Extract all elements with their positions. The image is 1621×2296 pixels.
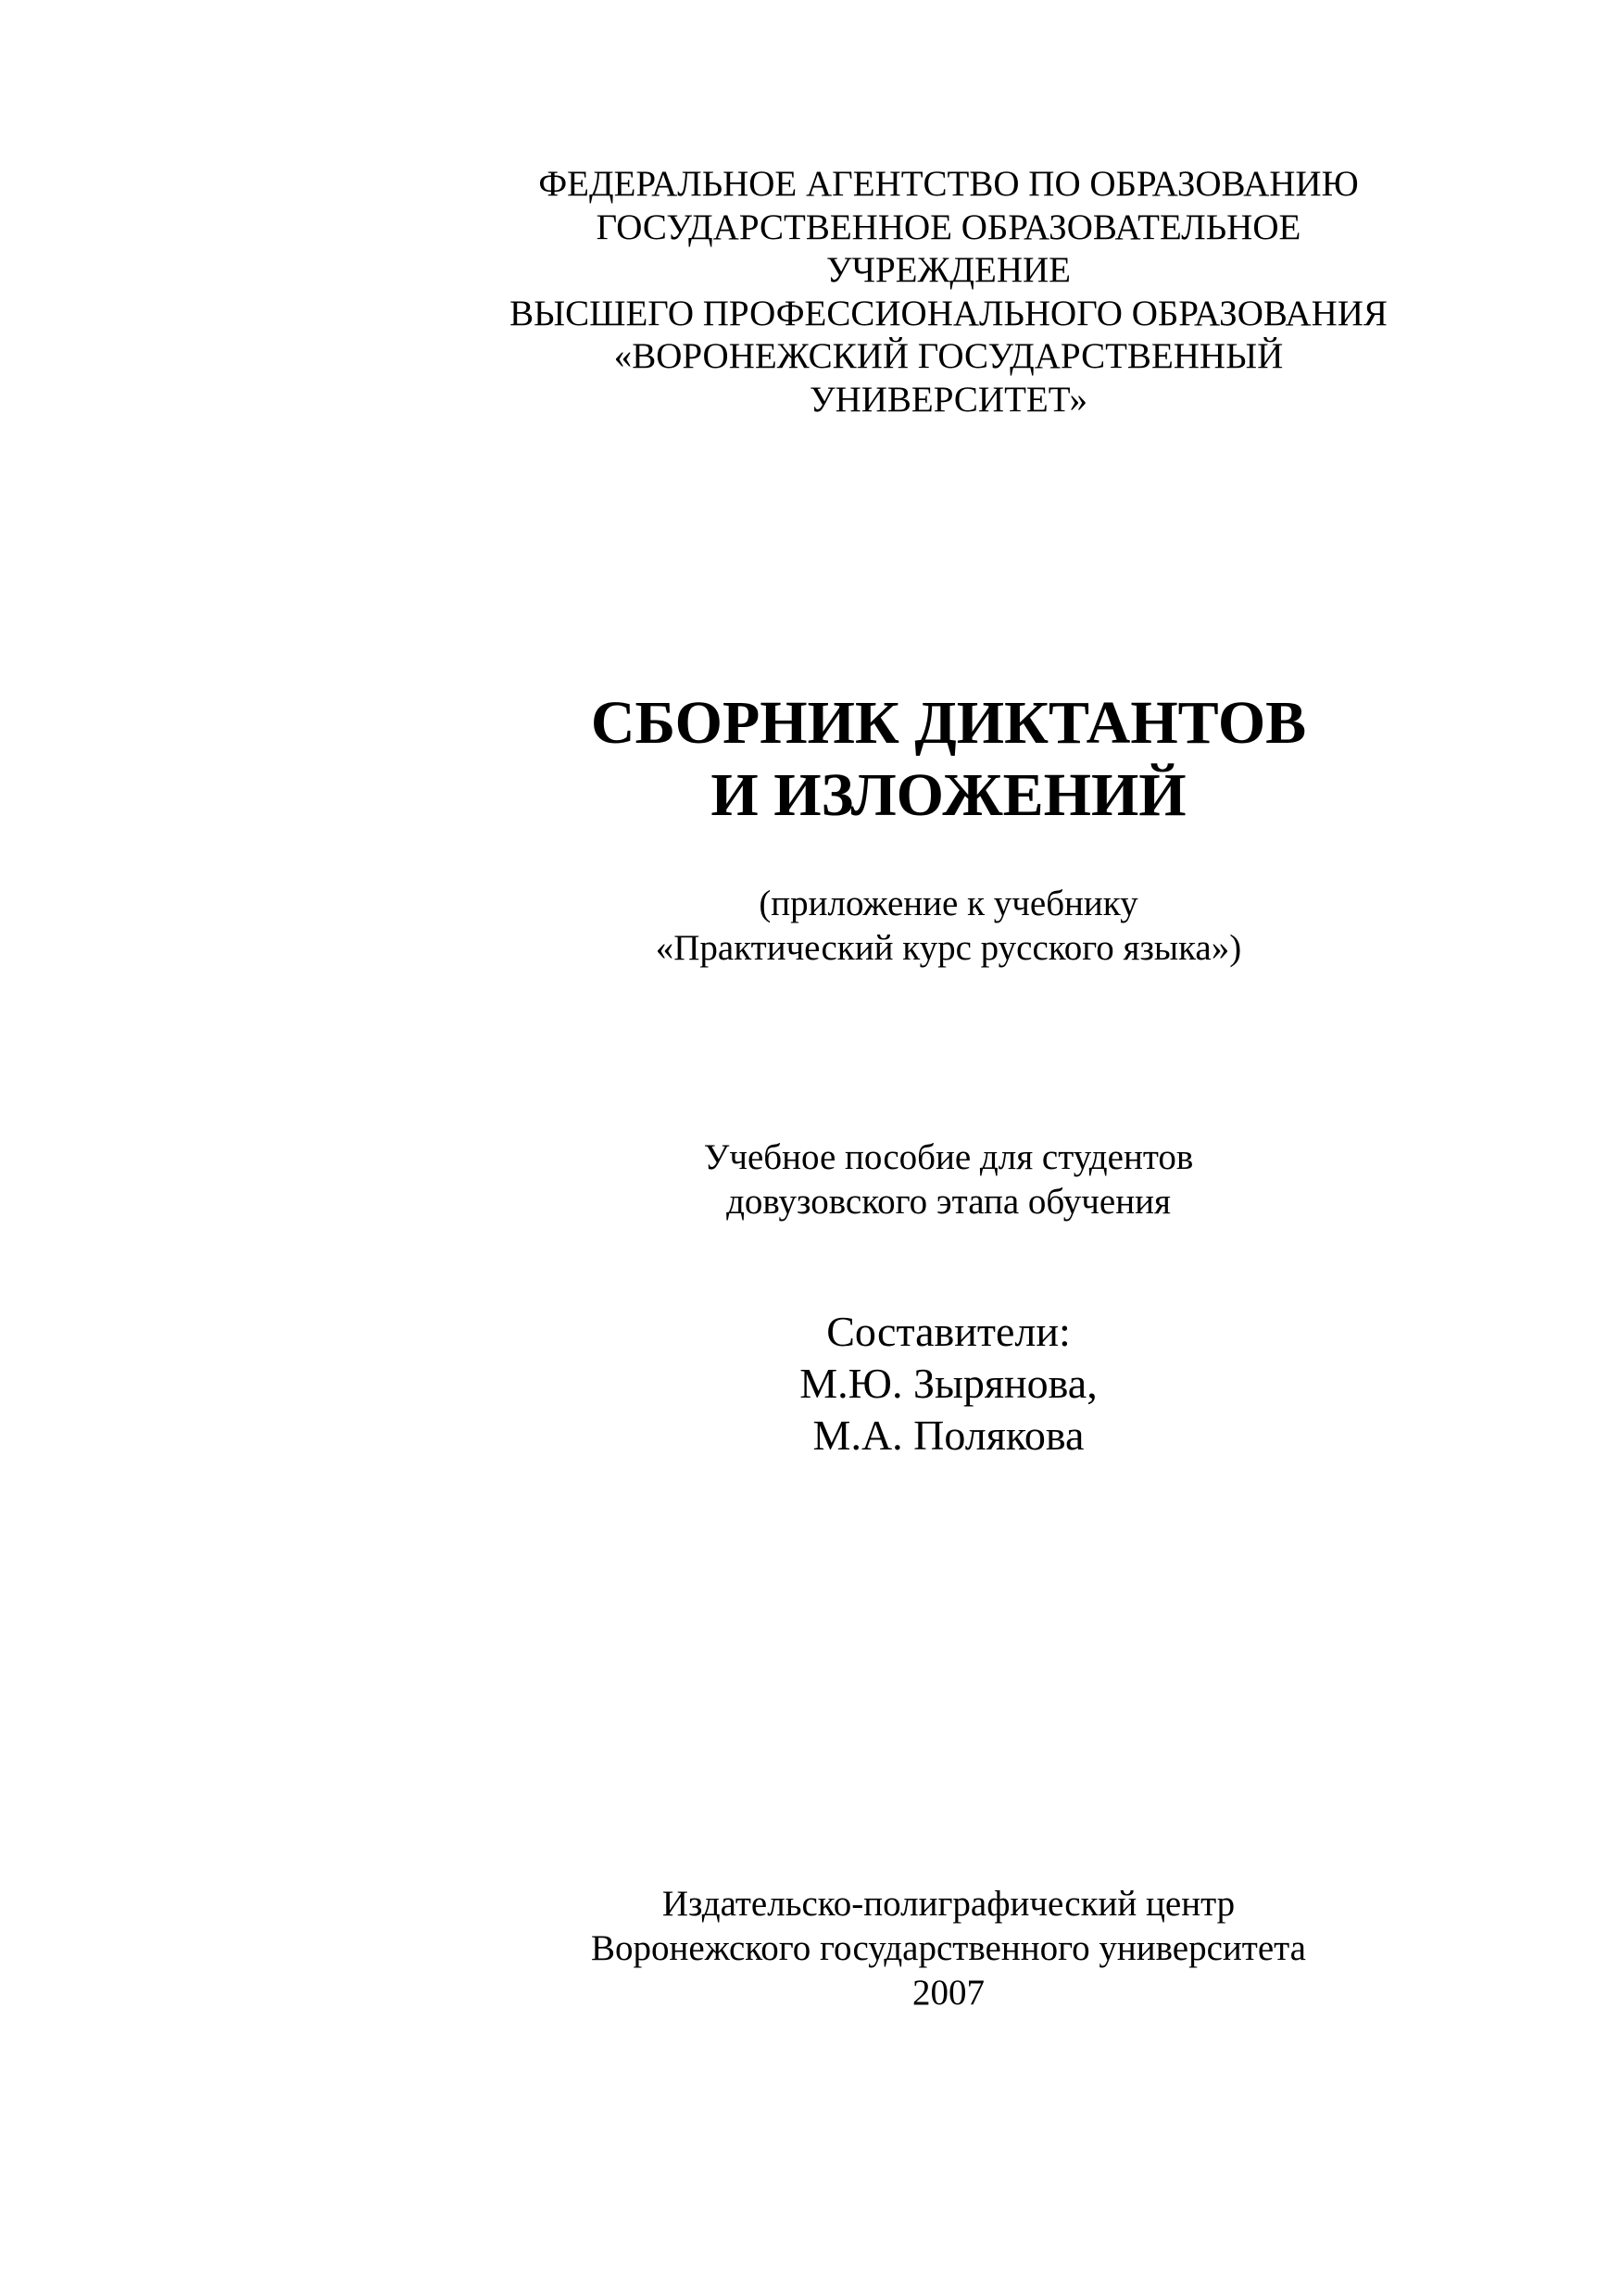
publisher-line: Издательско-полиграфический центр [661, 1884, 1236, 1924]
subtitle-line: «Практический курс русского языка») [655, 928, 1242, 968]
institution-line: «ВОРОНЕЖСКИЙ ГОСУДАРСТВЕННЫЙ [613, 336, 1284, 376]
institution-line: ВЫСШЕГО ПРОФЕССИОНАЛЬНОГО ОБРАЗОВАНИЯ [509, 293, 1388, 333]
description-line: Учебное пособие для студентов [703, 1137, 1194, 1177]
book-title [485, 687, 1412, 832]
book-title-line: СБОРНИК ДИКТАНТОВ [590, 689, 1307, 757]
subtitle-line: (приложение к учебнику [759, 884, 1138, 923]
institution-header [485, 163, 1412, 421]
book-subtitle [578, 882, 1319, 971]
book-title-line: И ИЗЛОЖЕНИЙ [710, 761, 1187, 829]
compiler-name: М.Ю. Зырянова, [799, 1360, 1098, 1407]
compilers-block [671, 1306, 1226, 1462]
description-line: довузовского этапа обучения [726, 1182, 1171, 1222]
publisher-line: Воронежского государственного университета [591, 1928, 1306, 1968]
compilers-heading: Составители: [826, 1308, 1071, 1355]
institution-line: УНИВЕРСИТЕТ» [809, 379, 1088, 420]
publisher-block [485, 1882, 1412, 2015]
institution-line: ГОСУДАРСТВЕННОЕ ОБРАЗОВАТЕЛЬНОЕ [596, 207, 1301, 247]
publication-year: 2007 [912, 1973, 985, 2013]
institution-line: УЧРЕЖДЕНИЕ [826, 250, 1071, 290]
manual-description [578, 1135, 1319, 1224]
institution-line: ФЕДЕРАЛЬНОЕ АГЕНТСТВО ПО ОБРАЗОВАНИЮ [538, 164, 1359, 204]
compiler-name: М.А. Полякова [812, 1411, 1085, 1459]
